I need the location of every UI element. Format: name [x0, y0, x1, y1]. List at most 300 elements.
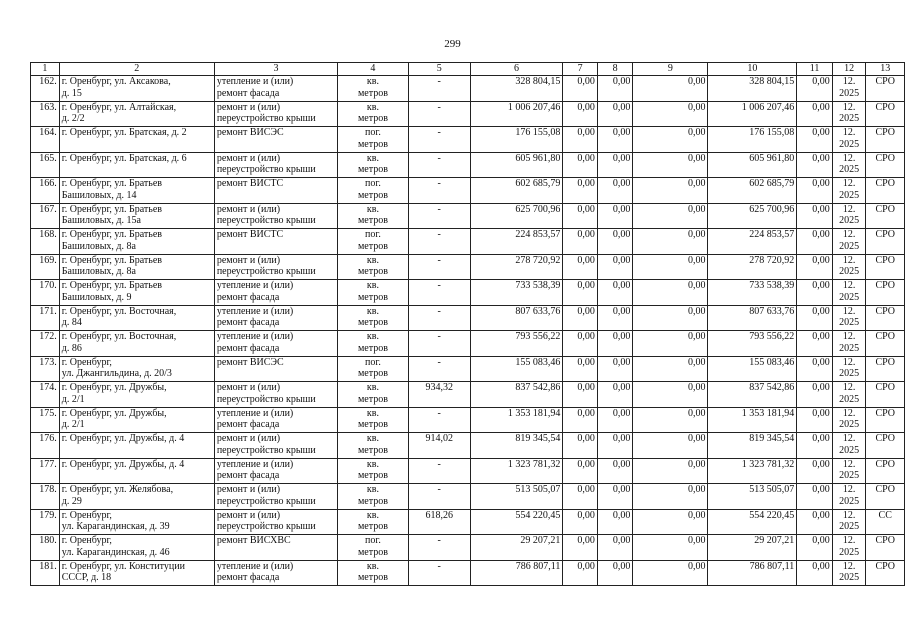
row-number: 177. — [31, 458, 60, 484]
date-cell-line: 12. — [842, 458, 856, 470]
work-type-cell — [214, 407, 337, 433]
unit-cell-line: метров — [357, 546, 388, 558]
col11-cell: 0,00 — [797, 433, 833, 459]
col8-cell: 0,00 — [597, 178, 633, 204]
unit-cell — [338, 254, 409, 280]
col7-cell: 0,00 — [563, 560, 598, 586]
col11-cell: 0,00 — [797, 229, 833, 255]
col10-cell: 837 542,86 — [708, 382, 797, 408]
col8-cell: 0,00 — [597, 458, 633, 484]
work-type-cell — [214, 331, 337, 357]
source-cell: СРО — [866, 407, 905, 433]
date-cell-line: 12. — [842, 152, 856, 164]
source-cell: СРО — [866, 382, 905, 408]
row-number: 164. — [31, 127, 60, 153]
table-row — [31, 254, 905, 280]
table-row — [31, 178, 905, 204]
unit-cell — [338, 229, 409, 255]
work-type-cell-line: ремонт фасада — [216, 87, 280, 99]
col10-cell: 278 720,92 — [708, 254, 797, 280]
work-type-cell-line: ремонт ВИСТС — [216, 178, 284, 189]
date-cell-line: 12. — [842, 203, 856, 215]
col10-cell: 733 538,39 — [708, 280, 797, 306]
col8-cell: 0,00 — [597, 535, 633, 561]
address-cell — [59, 203, 214, 229]
unit-cell-line: кв. — [366, 254, 379, 266]
work-type-cell-line: ремонт и (или) — [216, 152, 281, 164]
quantity-cell: 618,26 — [408, 509, 470, 535]
work-type-cell — [214, 127, 337, 153]
col11-cell: 0,00 — [797, 305, 833, 331]
row-number: 175. — [31, 407, 60, 433]
work-type-cell-line: ремонт и (или) — [216, 101, 281, 113]
total-cost-cell: 819 345,54 — [470, 433, 563, 459]
address-cell-line: г. Оренбург, ул. Братьев — [61, 254, 162, 266]
address-cell — [59, 127, 214, 153]
unit-cell-line: метров — [357, 419, 388, 430]
table-row — [31, 560, 905, 586]
table-row — [31, 127, 905, 153]
address-cell-line: г. Оренбург, ул. Восточная, — [61, 331, 177, 342]
col11-cell: 0,00 — [797, 280, 833, 306]
work-type-cell-line: переустройство крыши — [216, 266, 316, 277]
col8-cell: 0,00 — [597, 433, 633, 459]
address-cell-line: д. 29 — [61, 495, 82, 507]
quantity-cell: - — [408, 101, 470, 127]
table-row — [31, 458, 905, 484]
unit-cell — [338, 356, 409, 382]
col10-cell: 1 323 781,32 — [708, 458, 797, 484]
address-cell-line: г. Оренбург, ул. Дружбы, — [61, 407, 167, 419]
work-type-cell-line: переустройство крыши — [216, 164, 316, 175]
total-cost-cell: 605 961,80 — [470, 152, 563, 178]
col7-cell: 0,00 — [563, 203, 598, 229]
col11-cell: 0,00 — [797, 535, 833, 561]
col9-cell: 0,00 — [633, 127, 708, 153]
work-type-cell-line: переустройство крыши — [216, 521, 316, 532]
date-cell-line: 12. — [842, 280, 856, 291]
col11-cell: 0,00 — [797, 152, 833, 178]
table-row — [31, 331, 905, 357]
unit-cell-line: кв. — [366, 203, 379, 215]
col9-cell: 0,00 — [633, 178, 708, 204]
work-type-cell — [214, 229, 337, 255]
address-cell-line: д. 84 — [61, 317, 82, 328]
quantity-cell: 914,02 — [408, 433, 470, 459]
col11-cell: 0,00 — [797, 101, 833, 127]
work-type-cell-line: утепление и (или) — [216, 407, 294, 419]
header-row — [31, 63, 905, 76]
date-cell-line: 12. — [842, 127, 856, 138]
table-body — [31, 76, 905, 586]
address-cell — [59, 229, 214, 255]
work-type-cell-line: ремонт фасада — [216, 291, 280, 303]
unit-cell — [338, 280, 409, 306]
date-cell — [832, 382, 866, 408]
unit-cell — [338, 407, 409, 433]
column-header-10: 10 — [708, 63, 797, 76]
total-cost-cell: 328 804,15 — [470, 76, 563, 102]
address-cell — [59, 152, 214, 178]
unit-cell-line: метров — [357, 495, 388, 507]
work-type-cell-line: ремонт и (или) — [216, 433, 281, 444]
row-number: 167. — [31, 203, 60, 229]
source-cell: СРО — [866, 254, 905, 280]
col9-cell: 0,00 — [633, 229, 708, 255]
total-cost-cell: 155 083,46 — [470, 356, 563, 382]
col9-cell: 0,00 — [633, 535, 708, 561]
address-cell — [59, 76, 214, 102]
unit-cell-line: метров — [357, 87, 388, 99]
work-type-cell-line: ремонт и (или) — [216, 509, 281, 521]
address-cell — [59, 484, 214, 510]
col8-cell: 0,00 — [597, 203, 633, 229]
date-cell — [832, 152, 866, 178]
total-cost-cell: 733 538,39 — [470, 280, 563, 306]
unit-cell-line: метров — [357, 572, 388, 583]
col11-cell: 0,00 — [797, 331, 833, 357]
col7-cell: 0,00 — [563, 305, 598, 331]
date-cell-line: 2025 — [839, 368, 860, 379]
col8-cell: 0,00 — [597, 382, 633, 408]
table-row — [31, 101, 905, 127]
unit-cell-line: метров — [357, 215, 388, 226]
unit-cell — [338, 203, 409, 229]
work-type-cell-line: ремонт фасада — [216, 419, 280, 430]
address-cell-line: ул. Карагандинская, д. 39 — [61, 521, 170, 532]
address-cell-line: г. Оренбург, ул. Братьев — [61, 203, 162, 215]
col9-cell: 0,00 — [633, 509, 708, 535]
column-header-9: 9 — [633, 63, 708, 76]
unit-cell-line: метров — [357, 291, 388, 303]
quantity-cell: - — [408, 254, 470, 280]
table-row — [31, 280, 905, 306]
address-cell-line: г. Оренбург, ул. Аксакова, — [61, 76, 171, 87]
address-cell-line: г. Оренбург, ул. Братская, д. 2 — [61, 127, 187, 138]
work-type-cell-line: ремонт и (или) — [216, 382, 281, 393]
col7-cell: 0,00 — [563, 535, 598, 561]
date-cell-line: 2025 — [839, 342, 860, 354]
col10-cell: 1 006 207,46 — [708, 101, 797, 127]
unit-cell-line: метров — [357, 393, 388, 405]
unit-cell — [338, 331, 409, 357]
col9-cell: 0,00 — [633, 280, 708, 306]
column-header-4: 4 — [338, 63, 409, 76]
unit-cell-line: пог. — [365, 356, 381, 368]
col7-cell: 0,00 — [563, 127, 598, 153]
total-cost-cell: 278 720,92 — [470, 254, 563, 280]
row-number: 180. — [31, 535, 60, 561]
col10-cell: 224 853,57 — [708, 229, 797, 255]
unit-cell — [338, 458, 409, 484]
date-cell-line: 12. — [842, 331, 856, 342]
source-cell: СРО — [866, 178, 905, 204]
address-cell — [59, 560, 214, 586]
date-cell-line: 2025 — [839, 495, 860, 507]
date-cell — [832, 458, 866, 484]
col10-cell: 786 807,11 — [708, 560, 797, 586]
address-cell — [59, 280, 214, 306]
col9-cell: 0,00 — [633, 433, 708, 459]
quantity-cell: - — [408, 229, 470, 255]
work-type-cell — [214, 509, 337, 535]
row-number: 174. — [31, 382, 60, 408]
table-row — [31, 535, 905, 561]
address-cell-line: г. Оренбург, — [61, 356, 112, 368]
col9-cell: 0,00 — [633, 382, 708, 408]
source-cell: СРО — [866, 203, 905, 229]
address-cell — [59, 178, 214, 204]
col11-cell: 0,00 — [797, 254, 833, 280]
total-cost-cell: 793 556,22 — [470, 331, 563, 357]
unit-cell-line: метров — [357, 521, 388, 532]
unit-cell-line: метров — [357, 342, 388, 354]
unit-cell-line: кв. — [366, 433, 379, 444]
address-cell-line: Башиловых, д. 8а — [61, 266, 136, 277]
col10-cell: 176 155,08 — [708, 127, 797, 153]
work-type-cell-line: переустройство крыши — [216, 495, 316, 507]
date-cell-line: 12. — [842, 356, 856, 368]
unit-cell-line: кв. — [366, 458, 379, 470]
col7-cell: 0,00 — [563, 356, 598, 382]
col11-cell: 0,00 — [797, 356, 833, 382]
col10-cell: 155 083,46 — [708, 356, 797, 382]
date-cell — [832, 407, 866, 433]
quantity-cell: - — [408, 356, 470, 382]
work-type-cell-line: ремонт ВИСЭС — [216, 127, 284, 138]
table-row — [31, 509, 905, 535]
col8-cell: 0,00 — [597, 152, 633, 178]
col9-cell: 0,00 — [633, 254, 708, 280]
unit-cell-line: кв. — [366, 484, 379, 495]
date-cell-line: 12. — [842, 76, 856, 87]
row-number: 176. — [31, 433, 60, 459]
table-row — [31, 484, 905, 510]
total-cost-cell: 513 505,07 — [470, 484, 563, 510]
date-cell — [832, 484, 866, 510]
work-type-cell-line: ремонт и (или) — [216, 484, 281, 495]
date-cell — [832, 535, 866, 561]
row-number: 172. — [31, 331, 60, 357]
total-cost-cell: 625 700,96 — [470, 203, 563, 229]
work-type-cell-line: ремонт и (или) — [216, 203, 281, 215]
work-type-cell-line: утепление и (или) — [216, 280, 294, 291]
address-cell-line: г. Оренбург, ул. Восточная, — [61, 305, 177, 317]
unit-cell — [338, 535, 409, 561]
unit-cell-line: метров — [357, 138, 388, 150]
address-cell-line: г. Оренбург, ул. Дружбы, д. 4 — [61, 433, 185, 444]
unit-cell-line: кв. — [366, 509, 379, 521]
unit-cell-line: метров — [357, 368, 388, 379]
unit-cell-line: кв. — [366, 101, 379, 113]
col8-cell: 0,00 — [597, 560, 633, 586]
row-number: 169. — [31, 254, 60, 280]
column-header-11: 11 — [797, 63, 833, 76]
date-cell-line: 2025 — [839, 164, 860, 175]
page-number: 299 — [444, 38, 461, 50]
col8-cell: 0,00 — [597, 305, 633, 331]
unit-cell-line: метров — [357, 113, 388, 124]
col11-cell: 0,00 — [797, 203, 833, 229]
work-type-cell — [214, 458, 337, 484]
row-number: 181. — [31, 560, 60, 586]
date-cell-line: 2025 — [839, 546, 860, 558]
row-number: 173. — [31, 356, 60, 382]
unit-cell — [338, 382, 409, 408]
unit-cell — [338, 484, 409, 510]
column-header-2: 2 — [59, 63, 214, 76]
address-cell-line: г. Оренбург, ул. Желябова, — [61, 484, 174, 495]
col11-cell: 0,00 — [797, 127, 833, 153]
work-type-cell-line: переустройство крыши — [216, 393, 316, 405]
address-cell — [59, 509, 214, 535]
date-cell-line: 2025 — [839, 291, 860, 303]
work-type-cell-line: переустройство крыши — [216, 113, 316, 124]
work-type-cell-line: ремонт фасада — [216, 470, 280, 481]
source-cell: СРО — [866, 433, 905, 459]
col10-cell: 625 700,96 — [708, 203, 797, 229]
quantity-cell: - — [408, 178, 470, 204]
unit-cell — [338, 560, 409, 586]
col8-cell: 0,00 — [597, 76, 633, 102]
source-cell: СРО — [866, 560, 905, 586]
address-cell-line: ул. Джангильдина, д. 20/3 — [61, 368, 172, 379]
date-cell-line: 2025 — [839, 317, 860, 328]
date-cell-line: 12. — [842, 101, 856, 113]
address-cell-line: г. Оренбург, ул. Алтайская, — [61, 101, 177, 113]
col7-cell: 0,00 — [563, 407, 598, 433]
work-type-cell-line: ремонт и (или) — [216, 254, 281, 266]
table-row — [31, 305, 905, 331]
quantity-cell: - — [408, 203, 470, 229]
address-cell-line: Башиловых, д. 14 — [61, 189, 137, 201]
work-type-cell — [214, 280, 337, 306]
unit-cell-line: метров — [357, 444, 388, 456]
address-cell-line: д. 2/1 — [61, 393, 85, 405]
col11-cell: 0,00 — [797, 509, 833, 535]
col8-cell: 0,00 — [597, 331, 633, 357]
work-type-cell — [214, 535, 337, 561]
col10-cell: 513 505,07 — [708, 484, 797, 510]
work-type-cell — [214, 305, 337, 331]
date-cell — [832, 101, 866, 127]
col9-cell: 0,00 — [633, 484, 708, 510]
date-cell — [832, 433, 866, 459]
quantity-cell: - — [408, 458, 470, 484]
col8-cell: 0,00 — [597, 509, 633, 535]
unit-cell-line: кв. — [366, 560, 379, 572]
unit-cell-line: кв. — [366, 152, 379, 164]
column-header-8: 8 — [597, 63, 633, 76]
quantity-cell: - — [408, 305, 470, 331]
address-cell-line: д. 2/1 — [61, 419, 85, 430]
quantity-cell: - — [408, 127, 470, 153]
quantity-cell: - — [408, 280, 470, 306]
source-cell: СС — [866, 509, 905, 535]
row-number: 162. — [31, 76, 60, 102]
unit-cell-line: кв. — [366, 407, 379, 419]
unit-cell-line: кв. — [366, 280, 379, 291]
row-number: 179. — [31, 509, 60, 535]
column-header-13: 13 — [866, 63, 905, 76]
col8-cell: 0,00 — [597, 101, 633, 127]
table-row — [31, 76, 905, 102]
work-type-cell — [214, 356, 337, 382]
work-type-cell — [214, 178, 337, 204]
col10-cell: 793 556,22 — [708, 331, 797, 357]
quantity-cell: - — [408, 331, 470, 357]
unit-cell-line: метров — [357, 164, 388, 175]
col8-cell: 0,00 — [597, 484, 633, 510]
row-number: 170. — [31, 280, 60, 306]
col11-cell: 0,00 — [797, 382, 833, 408]
col8-cell: 0,00 — [597, 407, 633, 433]
date-cell — [832, 203, 866, 229]
work-type-cell — [214, 560, 337, 586]
date-cell-line: 12. — [842, 433, 856, 444]
col7-cell: 0,00 — [563, 280, 598, 306]
source-cell: СРО — [866, 127, 905, 153]
col11-cell: 0,00 — [797, 458, 833, 484]
date-cell-line: 12. — [842, 535, 856, 546]
row-number: 163. — [31, 101, 60, 127]
work-type-cell-line: ремонт ВИСТС — [216, 229, 284, 240]
date-cell-line: 2025 — [839, 521, 860, 532]
work-type-cell — [214, 254, 337, 280]
work-type-cell-line: ремонт фасада — [216, 342, 280, 354]
col8-cell: 0,00 — [597, 229, 633, 255]
source-cell: СРО — [866, 484, 905, 510]
col9-cell: 0,00 — [633, 203, 708, 229]
address-cell — [59, 433, 214, 459]
unit-cell — [338, 101, 409, 127]
quantity-cell: - — [408, 76, 470, 102]
column-header-3: 3 — [214, 63, 337, 76]
unit-cell-line: метров — [357, 266, 388, 277]
total-cost-cell: 602 685,79 — [470, 178, 563, 204]
quantity-cell: - — [408, 407, 470, 433]
total-cost-cell: 786 807,11 — [470, 560, 563, 586]
address-cell-line: г. Оренбург, ул. Братьев — [61, 229, 162, 240]
col7-cell: 0,00 — [563, 152, 598, 178]
col11-cell: 0,00 — [797, 484, 833, 510]
date-cell — [832, 280, 866, 306]
source-cell: СРО — [866, 305, 905, 331]
work-type-cell-line: ремонт фасада — [216, 572, 280, 583]
source-cell: СРО — [866, 101, 905, 127]
source-cell: СРО — [866, 152, 905, 178]
table-row — [31, 229, 905, 255]
col7-cell: 0,00 — [563, 101, 598, 127]
column-header-6: 6 — [470, 63, 563, 76]
date-cell — [832, 178, 866, 204]
total-cost-cell: 837 542,86 — [470, 382, 563, 408]
address-cell-line: г. Оренбург, ул. Дружбы, д. 4 — [61, 458, 185, 470]
address-cell-line: Башиловых, д. 8а — [61, 240, 136, 252]
col8-cell: 0,00 — [597, 254, 633, 280]
col10-cell: 807 633,76 — [708, 305, 797, 331]
address-cell-line: СССР, д. 18 — [61, 572, 112, 583]
work-type-cell-line: ремонт ВИСХВС — [216, 535, 291, 546]
unit-cell-line: кв. — [366, 76, 379, 87]
date-cell-line: 2025 — [839, 444, 860, 456]
address-cell-line: д. 86 — [61, 342, 82, 354]
col11-cell: 0,00 — [797, 178, 833, 204]
work-type-cell-line: утепление и (или) — [216, 76, 294, 87]
col9-cell: 0,00 — [633, 458, 708, 484]
register-table — [30, 62, 905, 586]
unit-cell — [338, 76, 409, 102]
